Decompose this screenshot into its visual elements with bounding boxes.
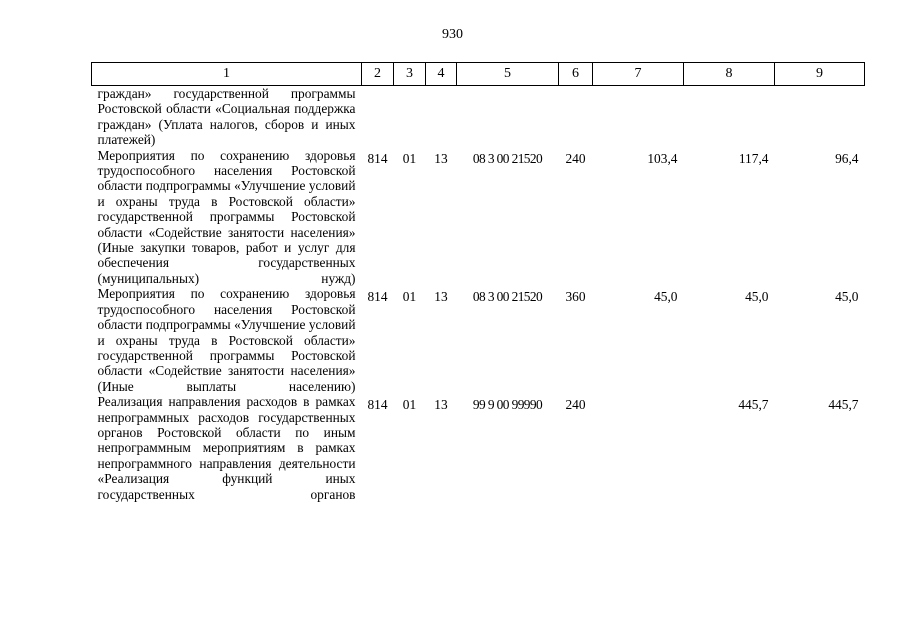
cell-target-item xyxy=(457,86,559,148)
col-header-5: 5 xyxy=(457,63,559,86)
cell-target-item: 08 3 00 21520 xyxy=(472,289,543,305)
table-row xyxy=(92,86,865,148)
cell-ministry xyxy=(362,86,394,148)
table-row xyxy=(92,148,865,287)
row-description: Мероприятия по сохранению здоровья трудоспособного населения Ростовской области подпрограммы «Улучшение условий и охраны труда в Ростовской области» государственной программы Ростовской области «Содействие занятости населения» (Иные закупки товаров, работ и услуг для обеспечения государственных (муниципальных) нужд) xyxy=(97,147,356,286)
col-header-1: 1 xyxy=(92,63,362,86)
cell-amount-year1: 103,4 xyxy=(647,150,678,166)
cell-amount-year1 xyxy=(593,86,684,148)
cell-amount-year1 xyxy=(593,394,684,502)
cell-subsection: 13 xyxy=(434,397,448,413)
cell-amount-year2: 117,4 xyxy=(738,150,769,166)
cell-expense-type: 360 xyxy=(565,289,586,305)
col-header-8: 8 xyxy=(684,63,775,86)
cell-section: 01 xyxy=(402,150,417,166)
cell-expense-type: 240 xyxy=(565,150,586,166)
cell-ministry: 814 xyxy=(367,397,388,413)
cell-amount-year3: 45,0 xyxy=(835,289,859,305)
cell-expense-type: 240 xyxy=(565,397,586,413)
col-header-3: 3 xyxy=(394,63,426,86)
col-header-4: 4 xyxy=(426,63,457,86)
table-row xyxy=(92,394,865,502)
cell-ministry: 814 xyxy=(367,289,388,305)
cell-target-item: 08 3 00 21520 xyxy=(472,150,543,166)
cell-amount-year3 xyxy=(775,86,865,148)
budget-table xyxy=(91,62,865,502)
col-header-9: 9 xyxy=(775,63,865,86)
row-description: Реализация направления расходов в рамках непрограммных расходов государственных органов Ростовской области по иным непрограммным мероприятиям в рамках непрограммного направления деятельности «Реализация функций иных государственных органов xyxy=(97,394,356,502)
table-header-row xyxy=(92,63,865,86)
row-description: Мероприятия по сохранению здоровья трудоспособного населения Ростовской области подпрограммы «Улучшение условий и охраны труда в Ростовской области» государственной программы Ростовской области «Содействие занятости населения» (Иные выплаты населению) xyxy=(97,286,356,394)
col-header-2: 2 xyxy=(362,63,394,86)
cell-subsection: 13 xyxy=(434,150,448,166)
col-header-6: 6 xyxy=(559,63,593,86)
cell-amount-year2: 45,0 xyxy=(745,289,769,305)
cell-section xyxy=(394,86,426,148)
table-row xyxy=(92,286,865,394)
row-description: граждан» государственной программы Ростовской области «Социальная поддержка граждан» (Уплата налогов, сборов и иных платежей) xyxy=(97,86,356,148)
cell-target-item: 99 9 00 99990 xyxy=(472,397,543,413)
cell-section: 01 xyxy=(402,289,417,305)
cell-subsection: 13 xyxy=(434,289,448,305)
cell-amount-year1: 45,0 xyxy=(654,289,678,305)
cell-amount-year3: 96,4 xyxy=(835,150,859,166)
cell-expense-type xyxy=(559,86,593,148)
cell-ministry: 814 xyxy=(367,150,388,166)
cell-amount-year3: 445,7 xyxy=(828,397,859,413)
cell-amount-year2 xyxy=(684,86,775,148)
col-header-7: 7 xyxy=(593,63,684,86)
cell-section: 01 xyxy=(402,397,417,413)
cell-amount-year2: 445,7 xyxy=(738,397,769,413)
page-number: 930 xyxy=(442,27,463,42)
cell-subsection xyxy=(426,86,457,148)
